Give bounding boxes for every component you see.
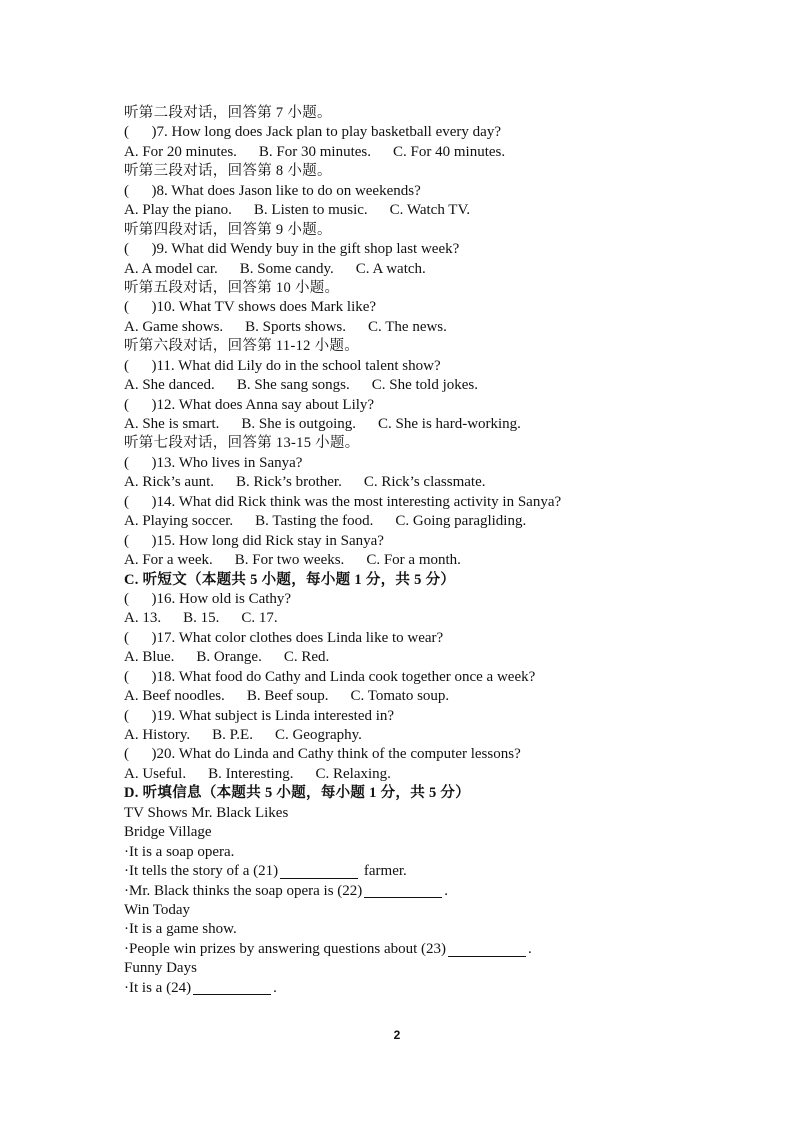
answer-options bbox=[124, 512, 744, 531]
answer-option: C. For 40 minutes. bbox=[393, 143, 506, 160]
question-stem: ( )9. What did Wendy buy in the gift shop last week? bbox=[124, 241, 460, 258]
answer-options bbox=[124, 726, 744, 745]
answer-options bbox=[124, 609, 744, 628]
dialogue-instruction: 听第七段对话，回答第 13-15 小题。 bbox=[124, 435, 360, 452]
answer-option: B. Tasting the food. bbox=[255, 513, 374, 530]
answer-option: A. Play the piano. bbox=[124, 202, 232, 219]
fill-in-text-after: . bbox=[273, 979, 277, 996]
answer-option: C. She is hard-working. bbox=[378, 416, 521, 432]
answer-option: C. The news. bbox=[368, 318, 447, 335]
question-stem: ( )10. What TV shows does Mark like? bbox=[124, 299, 377, 316]
answer-option: C. Relaxing. bbox=[315, 765, 391, 782]
answer-blank[interactable] bbox=[280, 865, 358, 879]
answer-option: B. She sang songs. bbox=[236, 377, 350, 394]
question-stem: ( )15. How long did Rick stay in Sanya? bbox=[124, 532, 384, 549]
answer-option: B. She is outgoing. bbox=[241, 416, 357, 432]
fill-in-text-before: ·People win prizes by answering questions about (23) bbox=[124, 940, 447, 957]
answer-option: A. She is smart. bbox=[124, 416, 220, 432]
info-line: TV Shows Mr. Black Likes bbox=[124, 804, 289, 821]
dialogue-instruction: 听第五段对话，回答第 10 小题。 bbox=[124, 279, 340, 296]
info-line: ·It is a soap opera. bbox=[124, 843, 235, 860]
answer-option: A. For a week. bbox=[124, 552, 213, 569]
answer-option: C. Watch TV. bbox=[389, 202, 471, 219]
answer-option: C. 17. bbox=[241, 610, 278, 627]
answer-options bbox=[124, 551, 744, 570]
question-stem: ( )8. What does Jason like to do on weekends? bbox=[124, 182, 421, 199]
fill-in-text-after: farmer. bbox=[360, 863, 407, 880]
answer-option: A. Playing soccer. bbox=[124, 513, 234, 530]
answer-option: A. Blue. bbox=[124, 649, 175, 666]
answer-option: B. Rick’s brother. bbox=[236, 474, 342, 491]
answer-option: B. 15. bbox=[183, 610, 220, 627]
question-stem: ( )7. How long does Jack plan to play basketball every day? bbox=[124, 124, 501, 141]
answer-option: A. Rick’s aunt. bbox=[124, 474, 214, 491]
answer-blank[interactable] bbox=[364, 884, 442, 898]
dialogue-instruction: 听第六段对话，回答第 11-12 小题。 bbox=[124, 338, 360, 355]
fill-in-line bbox=[124, 940, 744, 959]
answer-option: B. P.E. bbox=[212, 727, 253, 743]
answer-option: A. Useful. bbox=[124, 765, 187, 782]
section-heading: D. 听填信息（本题共 5 小题，每小题 1 分，共 5 分） bbox=[124, 785, 471, 802]
answer-option: C. A watch. bbox=[355, 260, 426, 277]
answer-blank[interactable] bbox=[193, 981, 271, 995]
answer-option: A. 13. bbox=[124, 610, 162, 627]
answer-option: B. Listen to music. bbox=[253, 202, 368, 219]
answer-option: B. Orange. bbox=[196, 649, 262, 666]
answer-option: B. Beef soup. bbox=[246, 688, 329, 705]
fill-in-line bbox=[124, 862, 744, 881]
fill-in-text-after: . bbox=[528, 940, 532, 957]
dialogue-instruction: 听第二段对话，回答第 7 小题。 bbox=[124, 105, 332, 121]
answer-option: A. A model car. bbox=[124, 260, 218, 277]
fill-in-text-after: . bbox=[444, 882, 449, 899]
answer-option: A. History. bbox=[124, 727, 191, 743]
answer-options bbox=[124, 687, 744, 706]
answer-blank[interactable] bbox=[448, 943, 526, 957]
exam-page bbox=[124, 104, 744, 998]
answer-option: C. She told jokes. bbox=[371, 377, 479, 394]
question-stem: ( )16. How old is Cathy? bbox=[124, 590, 292, 607]
answer-options bbox=[124, 260, 744, 279]
fill-in-text-before: ·It is a (24) bbox=[124, 979, 192, 996]
dialogue-instruction: 听第四段对话，回答第 9 小题。 bbox=[124, 221, 332, 238]
answer-option: A. She danced. bbox=[124, 377, 215, 394]
answer-options bbox=[124, 765, 744, 784]
info-line: Win Today bbox=[124, 901, 190, 918]
answer-option: C. Geography. bbox=[274, 727, 362, 743]
answer-option: B. Interesting. bbox=[208, 765, 294, 782]
fill-in-text-before: ·It tells the story of a (21) bbox=[124, 863, 279, 880]
info-line: ·It is a game show. bbox=[124, 921, 237, 938]
answer-option: A. For 20 minutes. bbox=[124, 143, 237, 160]
answer-option: B. For 30 minutes. bbox=[258, 143, 372, 160]
answer-option: B. For two weeks. bbox=[234, 552, 345, 569]
question-stem: ( )13. Who lives in Sanya? bbox=[124, 454, 303, 471]
question-stem: ( )20. What do Linda and Cathy think of the computer lessons? bbox=[124, 746, 521, 763]
info-line: Funny Days bbox=[124, 960, 197, 977]
answer-options bbox=[124, 143, 744, 162]
answer-option: A. Game shows. bbox=[124, 318, 224, 335]
section-heading: C. 听短文（本题共 5 小题，每小题 1 分，共 5 分） bbox=[124, 571, 456, 588]
question-stem: ( )19. What subject is Linda interested in? bbox=[124, 707, 395, 724]
answer-options bbox=[124, 201, 744, 220]
info-line: Bridge Village bbox=[124, 824, 212, 841]
fill-in-text-before: ·Mr. Black thinks the soap opera is (22) bbox=[124, 882, 363, 899]
answer-option: B. Some candy. bbox=[239, 260, 334, 277]
answer-option: A. Beef noodles. bbox=[124, 688, 225, 705]
question-stem: ( )12. What does Anna say about Lily? bbox=[124, 396, 375, 413]
fill-in-line bbox=[124, 882, 744, 901]
answer-options bbox=[124, 376, 744, 395]
dialogue-instruction: 听第三段对话，回答第 8 小题。 bbox=[124, 163, 332, 180]
question-stem: ( )17. What color clothes does Linda like to wear? bbox=[124, 629, 444, 646]
question-stem: ( )14. What did Rick think was the most interesting activity in Sanya? bbox=[124, 493, 562, 510]
page-number: 2 bbox=[393, 1028, 401, 1042]
answer-option: B. Sports shows. bbox=[245, 318, 347, 335]
answer-option: C. Tomato soup. bbox=[350, 688, 450, 705]
question-stem: ( )11. What did Lily do in the school talent show? bbox=[124, 357, 441, 374]
answer-option: C. Rick’s classmate. bbox=[363, 474, 486, 491]
answer-option: C. Red. bbox=[283, 649, 330, 666]
answer-options bbox=[124, 318, 744, 337]
answer-option: C. Going paragliding. bbox=[395, 513, 527, 530]
answer-options bbox=[124, 648, 744, 667]
question-stem: ( )18. What food do Cathy and Linda cook together once a week? bbox=[124, 668, 536, 685]
answer-options bbox=[124, 415, 744, 434]
fill-in-line bbox=[124, 979, 744, 998]
answer-options bbox=[124, 473, 744, 492]
answer-option: C. For a month. bbox=[366, 552, 461, 569]
